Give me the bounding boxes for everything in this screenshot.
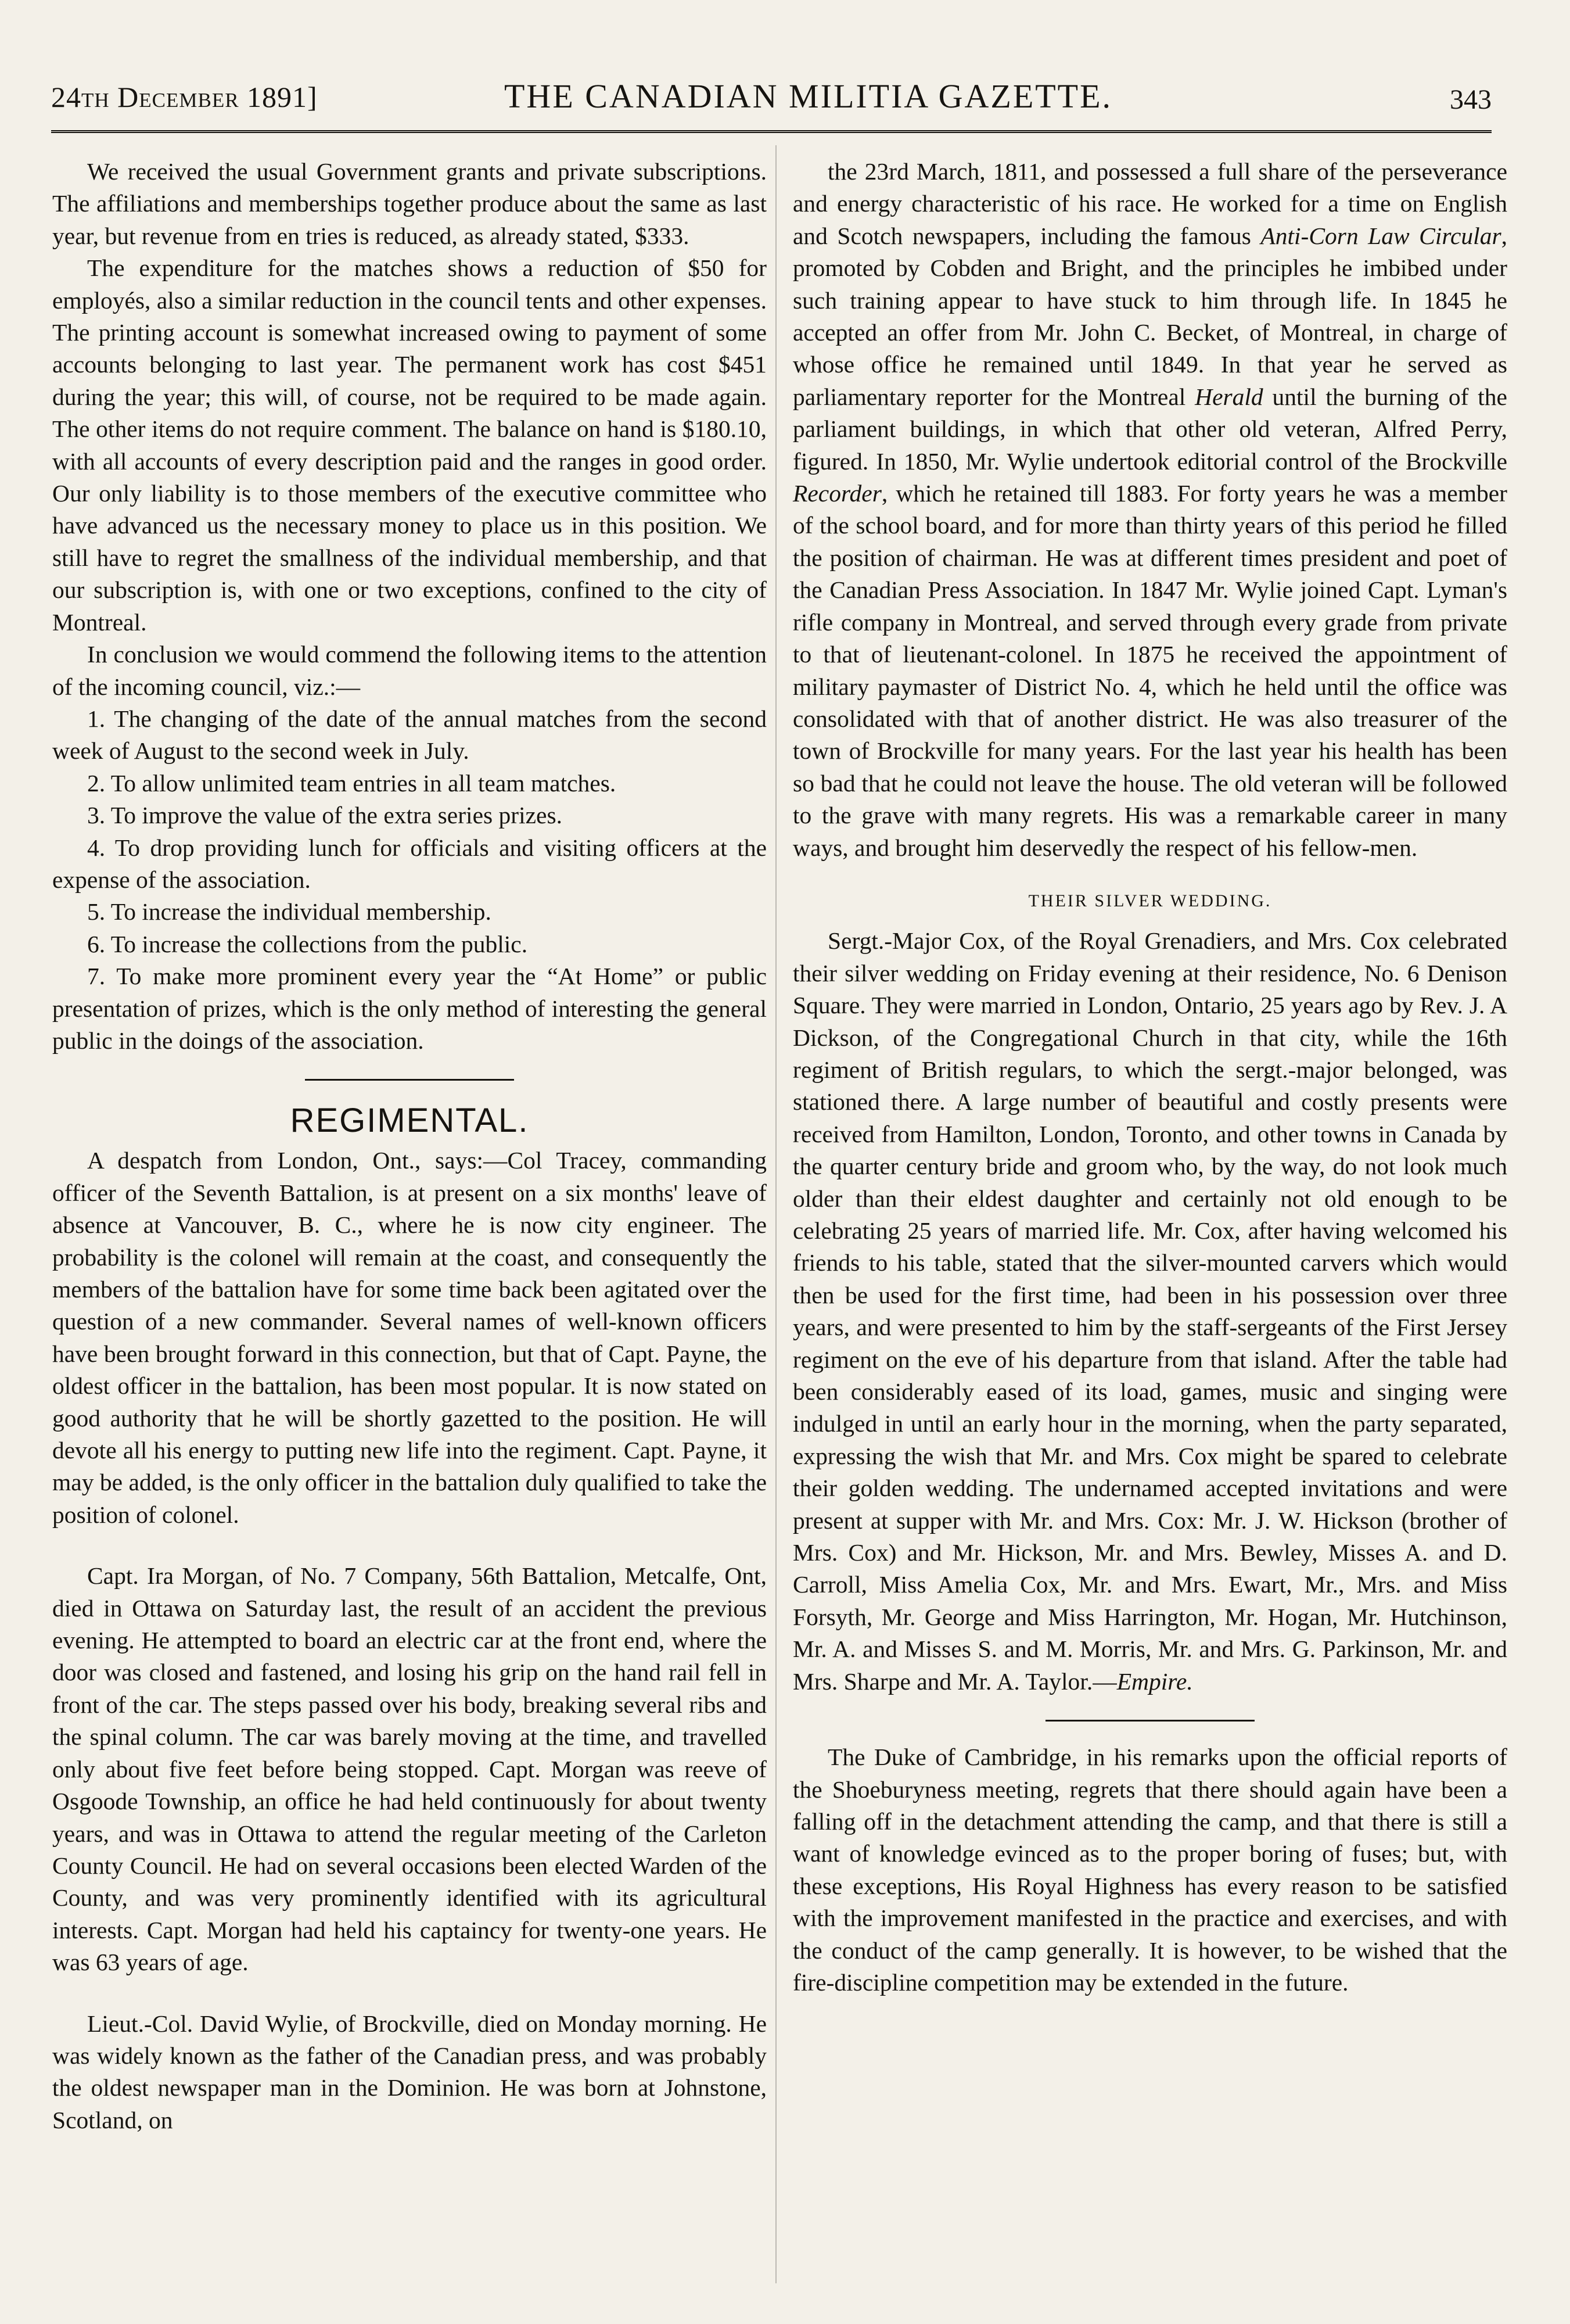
text-run: , promoted by Cobden and Bright, and the principles he imbibed under such training appear to have stuck to him through life. In 1845 he accepted an offer from Mr. John C. Becket, of Montreal, in charge of whose office he remained until 1849. In that year he served as parliamentary reporter for the Montreal <box>793 222 1507 410</box>
left-column <box>52 156 767 2136</box>
list-item: 4. To drop providing lunch for officials and visiting officers at the expense of the association. <box>52 834 767 893</box>
text-run: until the burning of the parliament buildings, in which that other old veteran, Alfred Perry, figured. In 1850, Mr. Wylie undertook editorial control of the Brockville <box>793 383 1507 475</box>
column-divider <box>775 145 777 2283</box>
report-paragraph: We received the usual Government grants and private subscriptions. The affiliations and memberships together produce about the same as last year, but revenue from en tries is reduced, as already stated, $333. <box>52 158 767 249</box>
text-run: the 23rd March, 1811, and possessed a full share of the perseverance and energy characteristic of his race. He worked for a time on English and Scotch newspapers, including the famous <box>793 158 1507 249</box>
section-heading-regimental: REGIMENTAL. <box>290 1102 529 1140</box>
list-item: 6. To increase the collections from the public. <box>87 930 528 957</box>
italic-title: Herald <box>1195 383 1263 410</box>
article-paragraph: A despatch from London, Ont., says:—Col Tracey, commanding officer of the Seventh Battalion, is at present on a six months' leave of absence at Vancouver, B. C., where he is now city engineer. The probability is the colonel will remain at the coast, and consequently the members of the battalion have for some time back been agitated over the question of a new commander. Several names of well-known officers have been brought forward in this connection, but that of Capt. Payne, the oldest officer in the battalion, has been most popular. It is now stated on good authority that he will be shortly gazetted to the position. He will devote all his energy to putting new life into the regiment. Capt. Payne, it may be added, is the only officer in the battalion duly qualified to take the position of colonel. <box>52 1147 767 1528</box>
article-paragraph: Capt. Ira Morgan, of No. 7 Company, 56th Battalion, Metcalfe, Ont, died in Ottawa on Saturday last, the result of an accident the previous evening. He attempted to board an electric car at the front end, where the door was closed and fastened, and losing his grip on the hand rail fell in front of the car. The steps passed over his body, breaking several ribs and the spinal column. The car was barely moving at the time, and travelled only about five feet before being stopped. Capt. Morgan was reeve of Osgoode Township, an office he had held continuously for about twenty years, and was in Ottawa to attend the regular meeting of the Carleton County Council. He had on several occasions been elected Warden of the County, and was very prominently identified with its agricultural interests. Capt. Morgan had held his captaincy for twenty-one years. He was 63 years of age. <box>52 1562 767 1976</box>
article-paragraph <box>793 156 1507 864</box>
publication-title: THE CANADIAN MILITIA GAZETTE. <box>504 77 1113 115</box>
right-column <box>793 156 1507 1999</box>
italic-title: Anti-Corn Law Circular <box>1260 222 1501 249</box>
report-paragraph: The expenditure for the matches shows a reduction of $50 for employés, also a similar reduction in the council tents and other expenses. The printing account is somewhat increased owing to payment of some accounts belonging to last year. The permanent work has cost $451 during the year; this will, of course, not be required to be made again. The other items do not require comment. The balance on hand is $180.10, with all accounts of every description paid and the ranges in good order. Our only liability is to those members of the executive committee who have advanced us the necessary money to place us in this position. We still have to regret the smallness of the individual membership, and that our subscription is, with one or two exceptions, confined to the city of Montreal. <box>52 254 767 636</box>
list-item: 2. To allow unlimited team entries in all team matches. <box>87 769 616 797</box>
article-paragraph: The Duke of Cambridge, in his remarks upon the official reports of the Shoeburyness meeting, regrets that there should again have been a falling off in the detachment attending the camp, and that there is still a want of knowledge evinced as to the proper boring of fuses; but, with these exceptions, His Royal Highness has every reason to be satisfied with the improvement manifested in the practice and exercises, and with the conduct of the camp generally. It is however, to be wished that the fire-discipline competition may be extended in the future. <box>793 1744 1507 1996</box>
list-item: 7. To make more prominent every year the “At Home” or public presentation of prizes, which is the only method of interesting the general public in the doings of the association. <box>52 963 767 1054</box>
text-run: , which he retained till 1883. For forty years he was a member of the school board, and for more than thirty years of this period he filled the position of chairman. He was at different times president and poet of the Canadian Press Association. In 1847 Mr. Wylie joined Capt. Lyman's rifle company in Montreal, and served through every grade from private to that of lieutenant-colonel. In 1875 he received the appointment of military paymaster of District No. 4, which he held until the office was consolidated with that of another district. He was also treasurer of the town of Brockville for many years. For the last year his health has been so bad that he could not leave the house. The old veteran will be followed to the grave with many regrets. His was a remarkable career in many ways, and brought him deservedly the respect of his fellow-men. <box>793 480 1507 861</box>
article-paragraph <box>793 925 1507 1698</box>
list-item: 5. To increase the individual membership. <box>87 898 491 926</box>
italic-title: Recorder <box>793 480 882 507</box>
italic-source: Empire. <box>1116 1667 1193 1695</box>
text-run: Sergt.-Major Cox, of the Royal Grenadiers, and Mrs. Cox celebrated their silver wedding on Friday evening at their residence, No. 6 Denison Square. They were married in London, Ontario, 25 years ago by Rev. J. A Dickson, of the Congregational Church in that city, while the 16th regiment of British regulars, to which the sergt.-major belonged, was stationed there. A large number of beautiful and costly presents were received from Hamilton, London, Toronto, and other towns in Canada by the quarter century bride and groom who, by the way, do not look much older than their eldest daughter and certainly not old enough to be celebrating 25 years of married life. Mr. Cox, after having welcomed his friends to his table, stated that the silver-mounted carvers which would then be used for the first time, had been in his possession over three years, and were presented to him by the staff-sergeants of the First Jersey regiment on the eve of his departure from that island. After the table had been considerably eased of its load, games, music and singing were indulged in until an early hour in the morning, when the party separated, expressing the wish that Mr. and Mrs. Cox might be spared to celebrate their golden wedding. The undernamed accepted invitations and were present at supper with Mr. and Mrs. Cox: Mr. J. W. Hickson (brother of Mrs. Cox) and Mr. Hickson, Mr. and Mrs. Bewley, Misses A. and D. Carroll, Miss Amelia Cox, Mr. and Mrs. Ewart, Mr., Mrs. and Miss Forsyth, Mr. George and Miss Harrington, Mr. Hogan, Mr. Hutchinson, Mr. A. and Misses S. and M. Morris, Mr. and Mrs. G. Parkinson, Mr. and Mrs. Sharpe and Mr. A. Taylor.— <box>793 927 1507 1695</box>
list-item: 3. To improve the value of the extra series prizes. <box>87 802 562 829</box>
page-header <box>51 77 1492 127</box>
subheading-silver-wedding: THEIR SILVER WEDDING. <box>1028 891 1272 910</box>
issue-date: 24th December 1891] <box>51 81 318 113</box>
article-paragraph: Lieut.-Col. David Wylie, of Brockville, died on Monday morning. He was widely known as the father of the Canadian press, and was probably the oldest newspaper man in the Dominion. He was born at Johnstone, Scotland, on <box>52 2010 767 2133</box>
page-number: 343 <box>1450 84 1492 115</box>
header-rule <box>51 130 1492 133</box>
report-paragraph: In conclusion we would commend the following items to the attention of the incoming council, viz.:— <box>52 641 767 700</box>
list-item: 1. The changing of the date of the annual matches from the second week of August to the second week in July. <box>52 705 767 765</box>
section-divider <box>1046 1720 1255 1722</box>
section-divider <box>305 1079 514 1081</box>
